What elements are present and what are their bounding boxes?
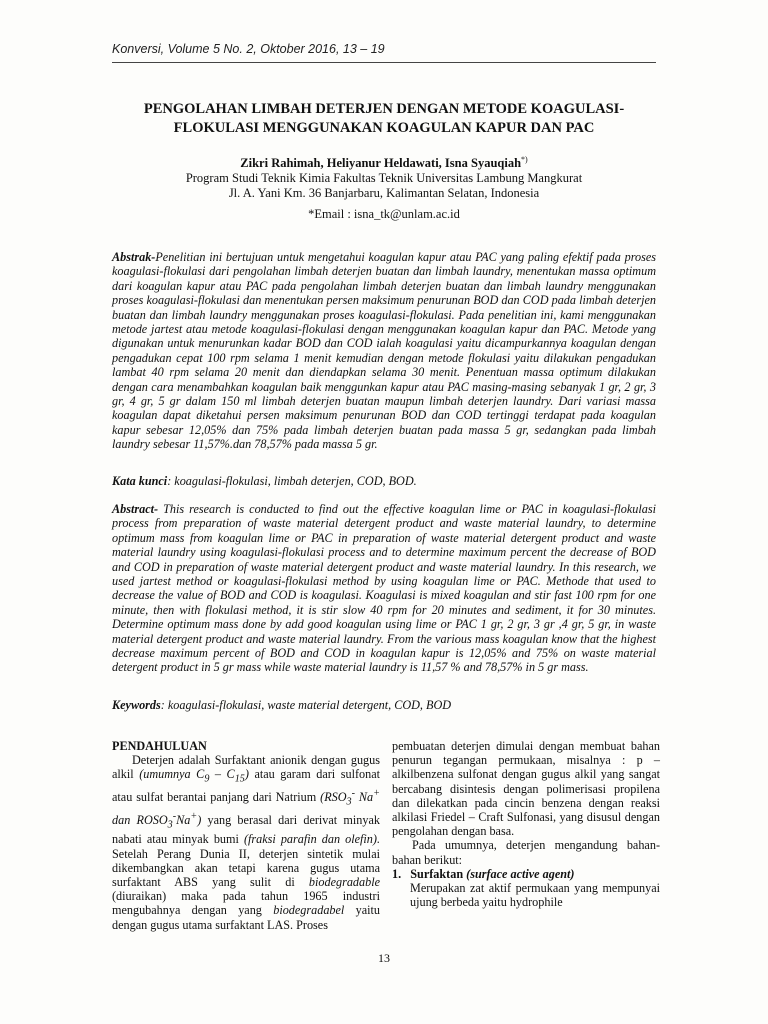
abstrak-label: Abstrak- [112,250,156,264]
kata-kunci-label: Kata kunci [112,474,168,488]
email: *Email : isna_tk@unlam.ac.id [308,207,460,221]
author-names: Zikri Rahimah, Heliyanur Heldawati, Isna Syauqiah [240,156,522,171]
kata-kunci-paragraph [112,474,656,488]
left-column [112,739,380,932]
abstract-text: This research is conducted to find out the effective koagulan lime or PAC in koagulasi-flokulasi process from preparation of waste material detergent product and waste material laundry, to determine optimum mass from koagulan lime or PAC in preparation of waste material detergent product and waste material laundry using koagulasi-flokulasi process and to determine maximum percent the decrease of BOD and COD in preparation of waste material detergent product and waste material laundry. In this research, we used jartest method or koagulasi-flokulasi method by using koagulan lime or PAC. Methode that used to decrease the value of BOD and COD is koagulasi. Koagulasi is mixed koagulan and stir fast 100 rpm for one minute, then with flokulasi method, it is stir slow 40 rpm for 20 minutes and sediment, it for 30 minutes. Determine optimum mass done by add good koagulan using lime or PAC 1 gr, 2 gr, 3 gr ,4 gr, 5 gr, in waste material detergent product and waste material laundry. From the various mass koagulan know that the highest decrease maximum percent of BOD and COD in koagulan kapur is 12,05% and 75% on waste material detergent product in 5 gr mass while waste material laundry is 11,57 % and 78,57% in 5 gr mass. [112,502,656,675]
right-paragraph-2: Pada umumnya, deterjen mengandung bahan-bahan berikut: [392,838,660,867]
keywords-label: Keywords [112,698,161,712]
author-mark: *) [521,155,528,164]
section-heading: PENDAHULUAN [112,739,207,753]
journal-citation: Konversi, Volume 5 No. 2, Oktober 2016, 13 – 19 [112,42,385,56]
intro-paragraph: Deterjen adalah Surfaktant anionik dengan gugus alkil (umumnya $C_9 - C_{15}$) atau garam dari sulfonat atau sulfat berantai panjang dari Natrium ($RSO_3^-$ Na+ dan $ROSO_3^-Na^+$) yang berasal dari derivat minyak nabati atau minyak bumi (fraksi parafin dan olefin). Setelah Perang Dunia II, deterjen sintetik mulai dikembangkan akan tetapi karena gugus utama surfaktant ABS yang sulit di biodegradable (diuraikan) maka pada tahun 1965 industri mengubahnya dengan yang biodegradabel yaitu dengan gugus utama surfaktant LAS. Proses [112,753,381,932]
keywords-text: : koagulasi-flokulasi, waste material detergent, COD, BOD [160,698,452,712]
page-number: 13 [378,951,390,965]
abstract-paragraph [112,502,656,675]
right-paragraph-3: Merupakan zat aktif permukaan yang mempunyai ujung berbeda yaitu hydrophile [410,881,660,910]
affiliation: Program Studi Teknik Kimia Fakultas Teknik Universitas Lambung Mangkurat [185,171,583,186]
header-rule [112,62,656,63]
paper-title [112,100,656,138]
right-column [392,739,660,909]
title-line-1: PENGOLAHAN LIMBAH DETERJEN DENGAN METODE KOAGULASI- [143,101,625,117]
right-paragraph-1: pembuatan deterjen dimulai dengan membuat bahan penurun tegangan permukaan, misalnya : p – alkilbenzena sulfonat dengan gugus alkil yang sangat bercabang disintesis dengan polimerisasi propilena dan dilekatkan pada cincin benzena dengan reaksi alkilasi Friedel – Craft Sulfonasi, yang disusul dengan pengolahan dengan basa. [392,739,660,839]
keywords-paragraph [112,698,656,712]
address: Jl. A. Yani Km. 36 Banjarbaru, Kalimantan Selatan, Indonesia [228,186,540,201]
list-item-surfaktan: 1. Surfaktan (surface active agent) [392,866,575,881]
abstract-label: Abstract- [112,502,159,516]
kata-kunci-text: : koagulasi-flokulasi, limbah deterjen, COD, BOD. [167,474,417,488]
abstrak-paragraph [112,250,656,452]
author-block [112,152,656,201]
title-line-2: FLOKULASI MENGGUNAKAN KOAGULAN KAPUR DAN PAC [173,120,595,136]
abstrak-text: Penelitian ini bertujuan untuk mengetahui koagulan kapur atau PAC yang paling efektif pada proses koagulasi-flokulasi dari pengolahan limbah deterjen buatan dan limbah laundry, menentukan massa optimum dari koagulan kapur atau PAC pada pengolahan limbah deterjen buatan dan limbah laundry menggunakan proses koagulasi-flokulasi dan menentukan persen maksimum penurunan BOD dan COD pada limbah deterjen buatan dan limbah laundry menggunakan proses koagulasi-flokulasi. Pada penelitian ini, kami menggunakan metode jartest atau metode koagulasi-flokulasi dengan menggunakan koagulan kapur dan PAC. Metode yang digunakan untuk menurunkan kadar BOD dan COD ialah koagulasi yaitu dicampurkannya koagulan dengan pengadukan cepat 100 rpm selama 1 menit kemudian dengan metode flokulasi yaitu dilakukan pengadukan lambat 40 rpm selama 20 menit dan diendapkan selama 30 menit. Penentuan massa optimum dilakukan dengan cara menambahkan koagulan baik menggunkan kapur atau PAC masing-masing sebanyak 1 gr, 2 gr, 3 gr, 4 gr, 5 gr dalam 150 ml limbah deterjen buatan maupun limbah deterjen laundry. Dari variasi massa koagulan dapat diketahui persen maksimum penurunan BOD dan COD tertinggi terdapat pada koagulan kapur sebesar 12,05% dan 75% pada limbah deterjen buatan pada massa 5 gr, sedangkan pada limbah laundry sebesar 11,57%.dan 78,57% pada massa 5 gr. [112,250,656,452]
